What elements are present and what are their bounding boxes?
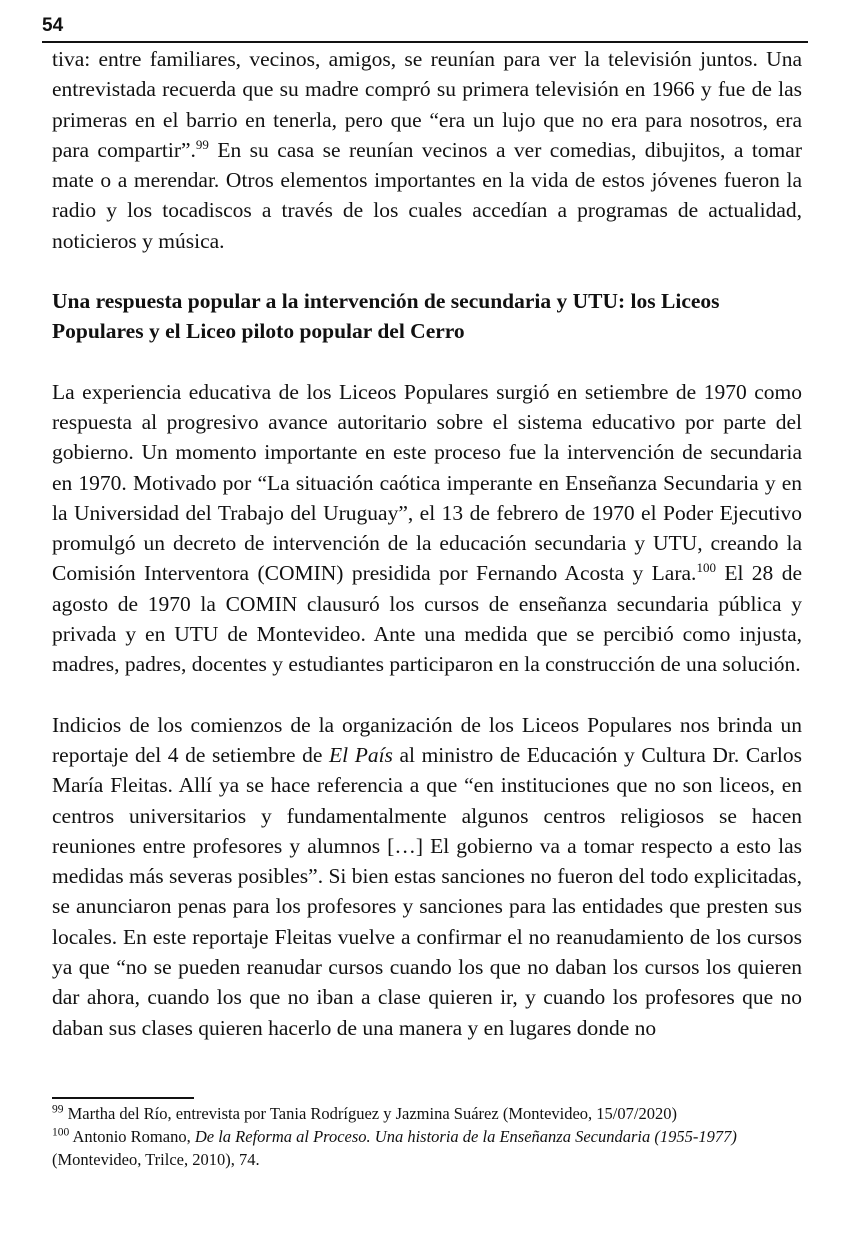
paragraph-indicios [52, 710, 802, 1043]
paragraph-television [52, 44, 802, 256]
footnote-rule [52, 1097, 194, 1099]
footnote-number: 100 [52, 1126, 70, 1139]
newspaper-title: El País [329, 742, 393, 767]
footnote-reference-100[interactable]: 100 [696, 560, 716, 576]
footnotes [52, 1102, 802, 1171]
page-number: 54 [42, 15, 64, 36]
footnote-99 [52, 1102, 802, 1125]
paragraph-text: En su casa se reunían vecinos a ver comedias, dibujitos, a tomar mate o a merendar. Otros elementos importantes en la vida de estos jóvenes fueron la radio y los tocadiscos a través de los cuales accedían a programas de actualidad, noticieros y música. [52, 137, 802, 253]
footnote-text: Martha del Río, entrevista por Tania Rodríguez y Jazmina Suárez (Montevideo, 15/07/2020) [63, 1104, 677, 1123]
footnote-reference-99[interactable]: 99 [195, 136, 209, 152]
footnote-text: (Montevideo, Trilce, 2010), 74. [52, 1150, 260, 1169]
paragraph-text: El 28 de agosto de 1970 la COMIN clausuró los cursos de enseñanza secundaria pública y privada y en UTU de Montevideo. Ante una medida que se percibió como injusta, madres, padres, docentes y estudiantes participaron en la construcción de una solución. [52, 561, 802, 677]
book-title: De la Reforma al Proceso. Una historia de la Enseñanza Secundaria (1955-1977) [194, 1127, 737, 1146]
footnote-number: 99 [52, 1103, 64, 1116]
body-text [52, 44, 802, 1043]
footnote-100 [52, 1125, 802, 1171]
paragraph-text: Indicios de los comienzos de la organización de los Liceos Populares nos brinda un reportaje del 4 de setiembre de [52, 712, 802, 767]
paragraph-liceos-populares [52, 377, 802, 680]
section-heading: Una respuesta popular a la intervención de secundaria y UTU: los Liceos Populares y el Liceo piloto popular del Cerro [52, 289, 720, 344]
paragraph-text: La experiencia educativa de los Liceos Populares surgió en setiembre de 1970 como respuesta al progresivo avance autoritario sobre el sistema educativo por parte del gobierno. Un momento importante en este proceso fue la intervención de secundaria en 1970. Motivado por “La situación caótica imperante en Enseñanza Secundaria y en la Universidad del Trabajo del Uruguay”, el 13 de febrero de 1970 el Poder Ejecutivo promulgó un decreto de intervención de la educación secundaria y UTU, creando la Comisión Interventora (COMIN) presidida por Fernando Acosta y Lara. [52, 379, 802, 586]
paragraph-text: tiva: entre familiares, vecinos, amigos, se reunían para ver la televisión juntos. Una entrevistada recuerda que su madre compró su primera televisión en 1966 y fue de las primeras en el barrio en tenerla, pero que “era un lujo que no era para nosotros, era para compartir”. [52, 47, 802, 162]
header-rule [42, 41, 808, 43]
paragraph-text: al ministro de Educación y Cultura Dr. Carlos María Fleitas. Allí ya se hace referencia a que “en instituciones que no son liceos, en centros universitarios y fundamentalmente algunos centros religiosos se hacen reuniones entre profesores y alumnos […] El gobierno va a tomar respecto a esto las medidas más severas posibles”. Si bien estas sanciones no fueron del todo explicitadas, se anunciaron penas para los profesores y sanciones para las entidades que presten sus locales. En este reportaje Fleitas vuelve a confirmar el no reanudamiento de los cursos ya que “no se pueden reanudar cursos cuando los que no daban los cursos los quieren dar ahora, cuando los que no iban a clase quieren ir, y cuando los profesores que no daban sus clases quieren hacerlo de una manera y en lugares donde no [52, 742, 802, 1040]
footnote-text: Antonio Romano, [69, 1127, 195, 1146]
